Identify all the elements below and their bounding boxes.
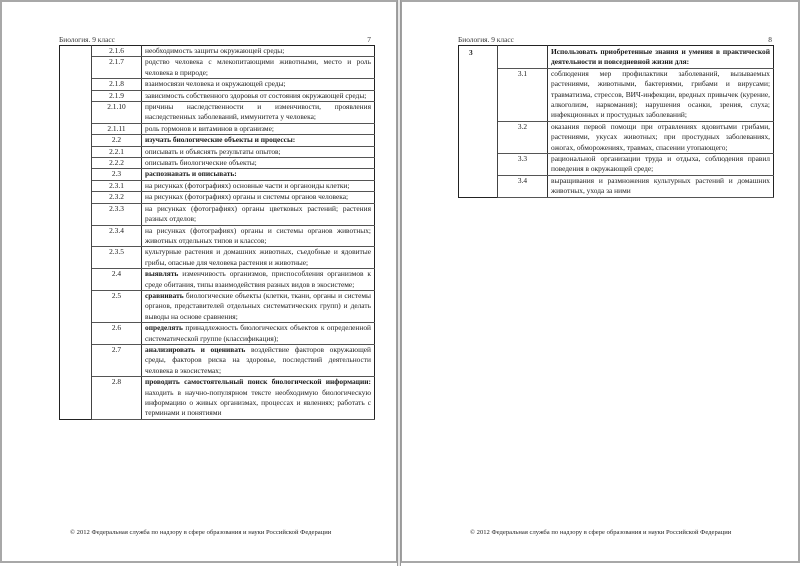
row-text <box>142 180 375 191</box>
row-description: описывать биологические объекты; <box>145 158 257 168</box>
requirements-table <box>458 45 774 198</box>
table-row <box>60 269 375 291</box>
row-code: 2.1.7 <box>92 57 142 79</box>
row-text <box>142 269 375 291</box>
row-text <box>142 90 375 101</box>
row-keyword: распознавать и описывать: <box>145 169 237 179</box>
row-keyword: изучать биологические объекты и процессы: <box>145 135 296 145</box>
header-title: Биология. 9 класс <box>458 35 514 44</box>
table-row <box>60 180 375 191</box>
row-code: 2.8 <box>92 377 142 420</box>
row-code: 2.1.10 <box>92 102 142 124</box>
row-description: изменчивость организмов, приспособления организмов к среде обитания, типы взаимодействия разных видов в экосистеме; <box>145 269 371 289</box>
row-code: 2.3.2 <box>92 192 142 203</box>
page-footer: © 2012 Федеральная служба по надзору в сфере образования и науки Российской Федерации <box>470 529 732 536</box>
row-code: 2.3.3 <box>92 203 142 225</box>
row-description: зависимость собственного здоровья от состояния окружающей среды; <box>145 90 367 100</box>
row-description: описывать и объяснять результаты опытов; <box>145 146 281 156</box>
row-text: рациональной организации труда и отдыха, соблюдения правил поведения в окружающей среде; <box>548 154 774 176</box>
row-description: родство человека с млекопитающими животными, место и роль человека в природе; <box>145 57 371 77</box>
table-row <box>60 90 375 101</box>
row-text <box>142 123 375 134</box>
row-text: оказания первой помощи при отравлениях ядовитыми грибами, растениями, укусах животных; при простудных заболеваниях, ожогах, обморожениях, травмах, спасении утопающего; <box>548 121 774 153</box>
row-description: причины наследственности и изменчивости, проявления наследственных заболеваний, иммунитета у человека; <box>145 102 371 122</box>
table-row <box>60 57 375 79</box>
row-code: 2.1.8 <box>92 79 142 90</box>
header-title: Биология. 9 класс <box>59 35 115 44</box>
table-row <box>60 203 375 225</box>
row-code: 2.1.6 <box>92 46 142 57</box>
row-text <box>142 135 375 146</box>
row-text <box>142 225 375 247</box>
row-code: 2.3.5 <box>92 247 142 269</box>
row-text <box>142 57 375 79</box>
row-keyword: выявлять <box>145 269 179 279</box>
row-code: 2.3 <box>92 169 142 180</box>
row-text <box>142 344 375 376</box>
row-code: 2.2.1 <box>92 146 142 157</box>
table-row <box>60 377 375 420</box>
table-row <box>459 154 774 176</box>
row-code: 2.3.4 <box>92 225 142 247</box>
row-code: 2.3.1 <box>92 180 142 191</box>
row-keyword: анализировать и оценивать <box>145 344 246 354</box>
table-row <box>60 158 375 169</box>
table-row <box>60 323 375 345</box>
table-row <box>459 121 774 153</box>
row-text <box>142 192 375 203</box>
row-text <box>142 290 375 322</box>
table-row <box>60 79 375 90</box>
row-text <box>142 169 375 180</box>
row-text: выращивания и размножения культурных растений и домашних животных, ухода за ними <box>548 175 774 197</box>
row-text <box>142 46 375 57</box>
row-text <box>142 102 375 124</box>
page-number: 8 <box>768 35 772 44</box>
page-7 <box>0 0 397 563</box>
row-description: роль гормонов и витаминов в организме; <box>145 123 274 133</box>
row-keyword: проводить самостоятельный поиск биологической информации: <box>145 377 371 387</box>
table-row <box>60 146 375 157</box>
section-title: Использовать приобретенные знания и умения в практической деятельности и повседневной жизни для: <box>548 46 774 69</box>
row-code: 2.6 <box>92 323 142 345</box>
section-row <box>459 46 774 69</box>
row-description: биологические объекты (клетки, ткани, органы и системы органов, представителей отдельных систематических групп) и делать выводы на основе сравнения; <box>145 290 371 321</box>
row-code: 2.7 <box>92 344 142 376</box>
table-row <box>60 225 375 247</box>
row-text <box>142 323 375 345</box>
row-description: культурные растения и домашних животных, съедобные и ядовитые грибы, опасные для человека растения и животные; <box>145 247 371 267</box>
requirements-table <box>59 45 375 420</box>
row-code: 2.4 <box>92 269 142 291</box>
table-row <box>60 135 375 146</box>
table-row <box>459 175 774 197</box>
row-description: на рисунках (фотографиях) органы и системы органов человека; <box>145 192 349 202</box>
row-text <box>142 158 375 169</box>
section-number-cell <box>60 46 92 420</box>
row-description: принадлежность биологических объектов к определенной систематической группе (классификация); <box>145 323 371 343</box>
row-text <box>142 203 375 225</box>
row-code: 2.2.2 <box>92 158 142 169</box>
row-code: 3.4 <box>498 175 548 197</box>
row-description: воздействие факторов окружающей среды, факторов риска на здоровье, последствий деятельности человека в экосистемах; <box>145 344 371 375</box>
row-code: 2.5 <box>92 290 142 322</box>
row-code: 2.2 <box>92 135 142 146</box>
page-number: 7 <box>367 35 371 44</box>
row-text <box>142 79 375 90</box>
table-row <box>60 247 375 269</box>
table-row <box>60 46 375 57</box>
row-code <box>498 46 548 69</box>
row-text <box>142 247 375 269</box>
row-description: взаимосвязи человека и окружающей среды; <box>145 79 286 89</box>
row-code: 2.1.11 <box>92 123 142 134</box>
row-code: 3.3 <box>498 154 548 176</box>
row-text <box>142 377 375 420</box>
section-number: 3 <box>459 46 498 198</box>
row-description: необходимость защиты окружающей среды; <box>145 46 285 55</box>
row-description: на рисунках (фотографиях) органы цветковых растений; растения разных отделов; <box>145 203 371 224</box>
table-row <box>60 344 375 376</box>
row-text <box>142 146 375 157</box>
table-row <box>60 290 375 322</box>
row-text: соблюдения мер профилактики заболеваний, вызываемых растениями, животными, бактериями, грибами и вирусами; травматизма, стрессов, ВИЧ-инфекции, вредных привычек (курение, алкоголизм, наркомания); нарушения осанки, зрения, слуха; инфекционных и простудных заболеваний; <box>548 68 774 121</box>
table-row <box>60 123 375 134</box>
row-description: на рисунках (фотографиях) основные части и органоиды клетки; <box>145 180 350 190</box>
page-footer: © 2012 Федеральная служба по надзору в сфере образования и науки Российской Федерации <box>70 529 332 536</box>
row-code: 3.1 <box>498 68 548 121</box>
table-row <box>459 68 774 121</box>
row-keyword: определять <box>145 323 183 333</box>
row-code: 3.2 <box>498 121 548 153</box>
row-code: 2.1.9 <box>92 90 142 101</box>
page-8 <box>401 0 800 563</box>
table-row <box>60 192 375 203</box>
row-description: на рисунках (фотографиях) органы и системы органов животных; животных отдельных типов и классов; <box>145 225 371 245</box>
row-description: находить в научно-популярном тексте необходимую биологическую информацию о живых организмах, процессах и явлениях; работать с терминами и понятиями <box>145 387 371 418</box>
table-row <box>60 169 375 180</box>
row-keyword: сравнивать <box>145 290 184 300</box>
table-row <box>60 102 375 124</box>
